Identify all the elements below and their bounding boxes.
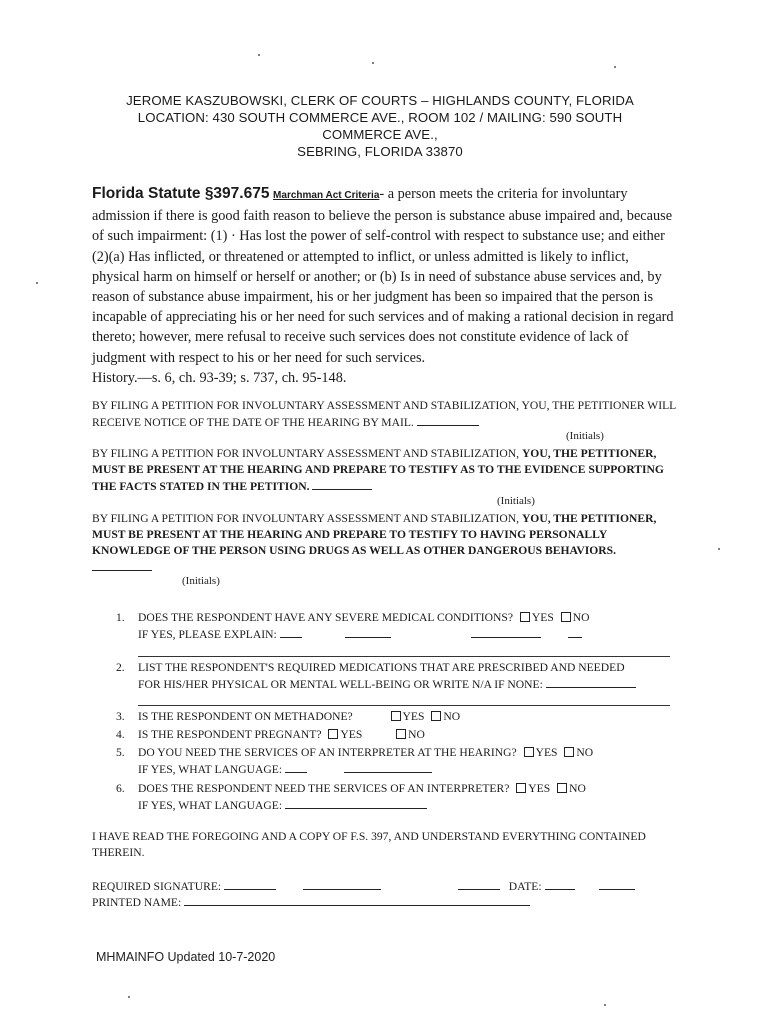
question-number: 6.: [116, 782, 125, 795]
signature-field-3[interactable]: [458, 878, 500, 890]
yes-checkbox[interactable]: [520, 612, 530, 622]
notice-knowledge-plain: BY FILING A PETITION FOR INVOLUNTARY ASSESSMENT AND STABILIZATION,: [92, 512, 520, 525]
question-text: IS THE RESPONDENT ON METHADONE?: [138, 710, 353, 723]
notice-knowledge-bold: YOU, THE PETITIONER, MUST BE PRESENT AT THE HEARING AND PREPARE TO TESTIFY TO HAVING PERSONALLY KNOWLEDGE OF THE PERSON USING DRUGS AS WELL AS OTHER DANGEROUS BEHAVIORS.: [92, 512, 657, 557]
initials-label-3: (Initials): [182, 575, 220, 587]
signature-label: REQUIRED SIGNATURE:: [92, 880, 222, 893]
explain-line[interactable]: [138, 656, 670, 657]
notice-testify-plain: BY FILING A PETITION FOR INVOLUNTARY ASSESSMENT AND STABILIZATION,: [92, 447, 520, 460]
initials-field-1[interactable]: [417, 414, 479, 426]
explain-field[interactable]: [280, 626, 302, 638]
initials-field-3[interactable]: [92, 559, 152, 571]
scan-speck: [718, 548, 720, 550]
clerk-line: JEROME KASZUBOWSKI, CLERK OF COURTS – HIGHLANDS COUNTY, FLORIDA: [126, 93, 634, 108]
question-number: 5.: [116, 746, 125, 759]
question-number: 1.: [116, 611, 125, 624]
scan-speck: [372, 62, 374, 64]
printed-name-field[interactable]: [184, 894, 530, 906]
signature-row: [92, 878, 635, 895]
statute-history: History.—s. 6, ch. 93-39; s. 737, ch. 95-148.: [92, 369, 347, 386]
scan-speck: [128, 996, 130, 998]
explain-label: IF YES, PLEASE EXPLAIN:: [138, 628, 277, 641]
notice-knowledge: [92, 511, 676, 576]
scan-speck: [604, 1004, 606, 1006]
language-label: IF YES, WHAT LANGUAGE:: [138, 763, 283, 776]
question-text: IS THE RESPONDENT PREGNANT?: [138, 728, 322, 741]
signature-field[interactable]: [224, 878, 276, 890]
no-label: NO: [572, 611, 590, 624]
notice-testify-bold: YOU, THE PETITIONER, MUST BE PRESENT AT THE HEARING AND PREPARE TO TESTIFY AS TO THE EVIDENCE SUPPORTING THE FACTS STATED IN THE PETITION.: [92, 447, 664, 493]
scan-speck: [258, 54, 260, 56]
location-line-cont: COMMERCE AVE.,: [322, 127, 438, 142]
scan-speck: [614, 66, 616, 68]
no-label: NO: [569, 782, 586, 795]
notice-mail: [92, 398, 676, 431]
medications-field[interactable]: [546, 676, 636, 688]
question-6: [116, 781, 676, 813]
location-line: LOCATION: 430 SOUTH COMMERCE AVE., ROOM 102 / MAILING: 590 SOUTH: [137, 110, 623, 125]
no-checkbox[interactable]: [564, 747, 574, 757]
initials-field-2[interactable]: [312, 478, 372, 490]
date-label: DATE:: [508, 880, 542, 893]
printed-name-row: [92, 894, 530, 911]
yes-checkbox[interactable]: [516, 783, 526, 793]
statute-body: - a person meets the criteria for involuntary admission if there is good faith reason to believe the person is substance abuse impaired and, because of such impairment: (1) · Has lost the power of self-control with respect to substance use; and either (2)(a) Has inflicted, or threatened or attempted to inflict, or unless admitted is likely to inflict, physical harm on himself or herself or another; or (b) Is in need of substance abuse services and, by reason of substance abuse impairment, his or her judgment has been so impaired that the person is incapable of appreciating his or her need for such services and of making a rational decision in regard thereto; however, mere refusal to receive such services does not constitute evidence of lack of judgment with respect to his or her need for such services.: [92, 186, 674, 366]
signature-field-2[interactable]: [303, 878, 381, 890]
question-1: [116, 610, 676, 642]
date-field-2[interactable]: [599, 878, 635, 890]
explain-field-2[interactable]: [345, 626, 391, 638]
question-text: DOES THE RESPONDENT NEED THE SERVICES OF AN INTERPRETER?: [138, 782, 510, 795]
no-label: NO: [576, 746, 594, 759]
form-version: MHMAINFO Updated 10-7-2020: [96, 950, 276, 964]
yes-label: YES: [340, 728, 363, 741]
no-label: NO: [408, 728, 425, 741]
notice-mail-text: BY FILING A PETITION FOR INVOLUNTARY ASSESSMENT AND STABILIZATION, YOU, THE PETITIONER WILL RECEIVE NOTICE OF THE DATE OF THE HEARING BY MAIL.: [92, 399, 676, 429]
question-text: DO YOU NEED THE SERVICES OF AN INTERPRETER AT THE HEARING?: [138, 746, 517, 759]
yes-label: YES: [531, 611, 554, 624]
court-header: [100, 92, 660, 160]
question-number: 4.: [116, 728, 125, 741]
language-field[interactable]: [285, 797, 427, 809]
no-checkbox[interactable]: [561, 612, 571, 622]
language-field-2[interactable]: [344, 761, 432, 773]
question-2: [116, 660, 676, 692]
no-checkbox[interactable]: [396, 729, 406, 739]
statute-paragraph: [92, 184, 676, 388]
statute-title: Florida Statute §397.675: [92, 185, 270, 202]
explain-field-4[interactable]: [568, 626, 582, 638]
notice-testify: [92, 446, 676, 495]
question-number: 2.: [116, 661, 125, 674]
question-text: DOES THE RESPONDENT HAVE ANY SEVERE MEDICAL CONDITIONS?: [138, 611, 513, 624]
initials-label-2: (Initials): [497, 495, 535, 507]
medications-line[interactable]: [138, 705, 670, 706]
yes-checkbox[interactable]: [524, 747, 534, 757]
question-4: [116, 727, 676, 743]
marchman-act-link[interactable]: Marchman Act Criteria: [273, 190, 380, 201]
language-field[interactable]: [285, 761, 307, 773]
yes-checkbox[interactable]: [391, 711, 401, 721]
language-label: IF YES, WHAT LANGUAGE:: [138, 799, 283, 812]
explain-field-3[interactable]: [471, 626, 541, 638]
yes-label: YES: [528, 782, 551, 795]
date-field[interactable]: [545, 878, 575, 890]
question-3: [116, 709, 676, 725]
no-label: NO: [443, 710, 461, 723]
yes-label: YES: [402, 710, 425, 723]
question-5: [116, 745, 676, 777]
question-number: 3.: [116, 710, 125, 723]
yes-checkbox[interactable]: [328, 729, 338, 739]
initials-label-1: (Initials): [566, 430, 604, 442]
medications-label: FOR HIS/HER PHYSICAL OR MENTAL WELL-BEING OR WRITE N/A IF NONE:: [138, 678, 543, 691]
scan-speck: [36, 282, 38, 284]
acknowledgement: I HAVE READ THE FOREGOING AND A COPY OF F.S. 397, AND UNDERSTAND EVERYTHING CONTAINED THEREIN.: [92, 830, 646, 859]
city-line: SEBRING, FLORIDA 33870: [297, 144, 463, 159]
printed-name-label: PRINTED NAME:: [92, 896, 182, 909]
question-text: LIST THE RESPONDENT'S REQUIRED MEDICATIONS THAT ARE PRESCRIBED AND NEEDED: [138, 661, 625, 674]
no-checkbox[interactable]: [431, 711, 441, 721]
no-checkbox[interactable]: [557, 783, 567, 793]
yes-label: YES: [535, 746, 558, 759]
